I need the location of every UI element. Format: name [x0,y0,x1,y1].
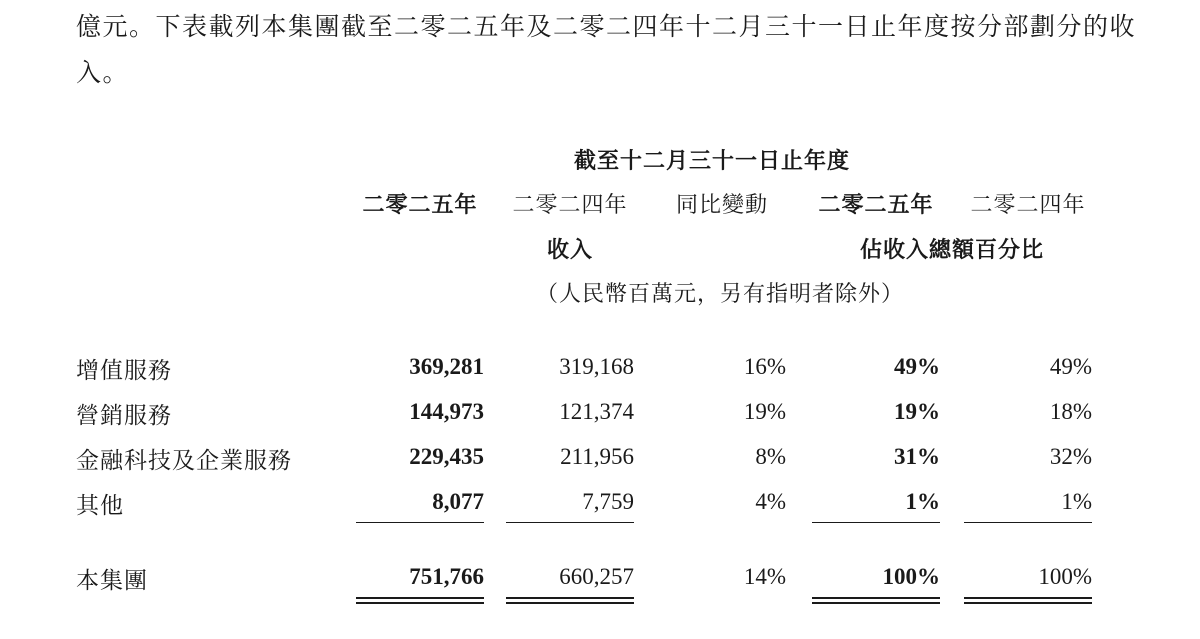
cell-pct-2024: 1% [1061,489,1092,514]
cell-pct-2024: 18% [1049,399,1092,424]
cell-pct-2025: 49% [894,354,940,379]
subtotal-rule [812,522,940,523]
row-label: 金融科技及企業服務 [76,448,292,474]
cell-2025: 144,973 [409,399,484,424]
total-pct-2024: 100% [1038,564,1092,589]
total-2024: 660,257 [559,564,634,589]
total-double-rule [506,597,634,604]
column-header-pct-2025: 二零二五年 [818,192,934,218]
total-double-rule [964,597,1092,604]
column-header-pct-2024: 二零二四年 [970,193,1086,218]
subtotal-rule [506,522,634,523]
cell-pct-2024: 32% [1049,444,1092,469]
cell-2025: 229,435 [409,444,484,469]
column-header-yoy: 同比變動 [675,193,768,218]
cell-yoy: 8% [755,444,786,469]
total-yoy: 14% [743,564,786,589]
period-header: 截至十二月三十一日止年度 [574,148,851,174]
cell-2024: 319,168 [559,354,634,379]
subtotal-rule [356,522,484,523]
cell-pct-2025: 1% [905,489,940,514]
total-pct-2025: 100% [882,564,940,589]
cell-pct-2024: 49% [1049,354,1092,379]
cell-yoy: 16% [743,354,786,379]
total-2025: 751,766 [409,564,484,589]
subtotal-rule [964,522,1092,523]
group-header-pct: 佔收入總額百分比 [859,237,1044,263]
cell-yoy: 4% [755,489,786,514]
total-double-rule [356,597,484,604]
cell-2025: 8,077 [432,489,484,514]
cell-pct-2025: 19% [894,399,940,424]
row-label: 營銷服務 [76,403,172,429]
cell-2025: 369,281 [409,354,484,379]
cell-2024: 7,759 [582,489,634,514]
unit-note: （人民幣百萬元，另有指明者除外） [535,282,904,307]
row-label: 其他 [76,493,124,519]
column-header-2025: 二零二五年 [362,192,478,218]
group-header-revenue: 收入 [546,237,593,263]
total-double-rule [812,597,940,604]
intro-paragraph: 億元。下表載列本集團截至二零二五年及二零二四年十二月三十一日止年度按分部劃分的收入。 [76,12,1137,87]
row-label: 增值服務 [76,358,172,384]
cell-2024: 211,956 [560,444,634,469]
cell-2024: 121,374 [559,399,634,424]
cell-pct-2025: 31% [894,444,940,469]
cell-yoy: 19% [743,399,786,424]
column-header-2024: 二零二四年 [512,193,628,218]
total-row-label: 本集團 [76,568,148,594]
